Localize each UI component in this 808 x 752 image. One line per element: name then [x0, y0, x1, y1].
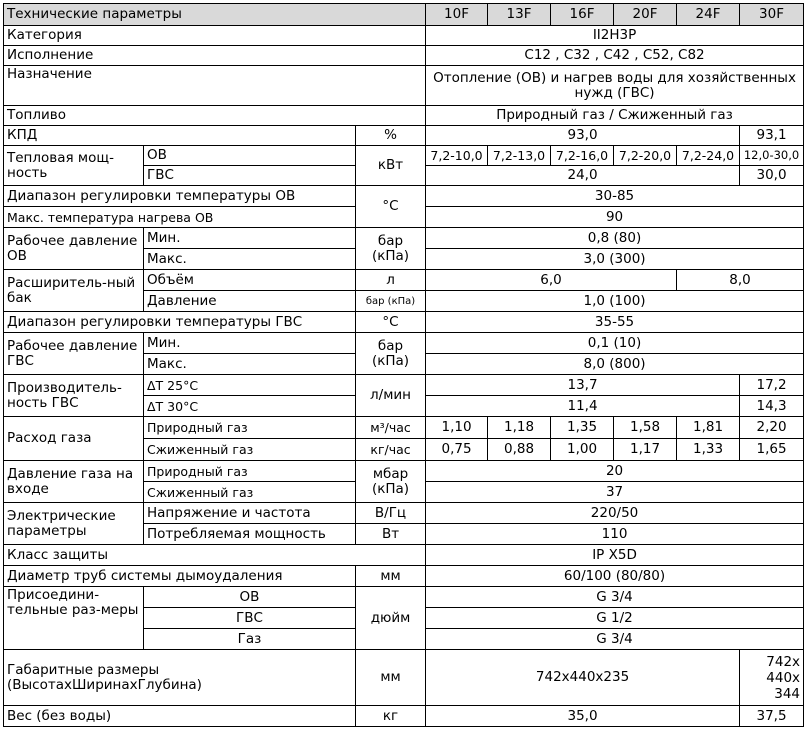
row-value: 8,0 (800)	[426, 354, 804, 375]
row-label: Рабочее давление ГВС	[4, 333, 144, 375]
row-sublabel: Напряжение и частота	[144, 503, 356, 524]
row-value: 7,2-20,0	[614, 146, 677, 166]
row-sublabel: ГВС	[144, 608, 356, 629]
row-value: 1,65	[740, 439, 804, 461]
row-value: 2,20	[740, 417, 804, 439]
row-label: Класс защиты	[4, 545, 426, 566]
row-unit: мбар (кПа)	[356, 461, 426, 503]
row-sublabel: ΔT 30°С	[144, 396, 356, 417]
row-value: 0,8 (80)	[426, 228, 804, 249]
row-value-30f: 93,1	[740, 126, 804, 146]
model-header: 16F	[551, 4, 614, 26]
table-row	[4, 503, 804, 524]
row-label: Производитель-ность ГВС	[4, 375, 144, 417]
table-row	[4, 126, 804, 146]
table-row	[4, 66, 804, 106]
row-unit: л	[356, 270, 426, 291]
row-unit: кВт	[356, 146, 426, 186]
row-value: 1,33	[677, 439, 740, 461]
table-row	[4, 312, 804, 333]
row-label: Расширитель-ный бак	[4, 270, 144, 312]
row-sublabel: Природный газ	[144, 461, 356, 482]
table-row	[4, 270, 804, 291]
row-unit: бар (кПа)	[356, 333, 426, 375]
row-label: Топливо	[4, 106, 426, 126]
table-row	[4, 417, 804, 439]
row-value: 30-85	[426, 186, 804, 207]
row-sublabel: Макс.	[144, 354, 356, 375]
row-value-30f: 17,2	[740, 375, 804, 396]
row-value: 60/100 (80/80)	[426, 566, 804, 587]
row-value-30f: 37,5	[740, 706, 804, 727]
row-label: КПД	[4, 126, 356, 146]
row-label: Габаритные размеры (ВысотахШиринахГлубина)	[4, 650, 356, 706]
row-unit: кг/час	[356, 439, 426, 461]
row-label: Расход газа	[4, 417, 144, 461]
row-sublabel: ОВ	[144, 146, 356, 166]
row-unit: кг	[356, 706, 426, 727]
specifications-table	[3, 3, 804, 727]
row-value: IP X5D	[426, 545, 804, 566]
table-row	[4, 146, 804, 166]
row-sublabel: ГВС	[144, 166, 356, 186]
row-value: 20	[426, 461, 804, 482]
row-value: 8,0	[677, 270, 804, 291]
row-value: C12 , C32 , C42 , C52, C82	[426, 46, 804, 66]
row-value: 7,2-24,0	[677, 146, 740, 166]
row-label: Назначение	[4, 66, 426, 106]
table-row	[4, 333, 804, 354]
row-label: Диаметр труб системы дымоудаления	[4, 566, 356, 587]
row-label: Рабочее давление ОВ	[4, 228, 144, 270]
row-sublabel: Сжиженный газ	[144, 482, 356, 503]
model-header: 20F	[614, 4, 677, 26]
row-value: 24,0	[426, 166, 740, 186]
table-row	[4, 706, 804, 727]
row-value: 37	[426, 482, 804, 503]
row-sublabel: Объём	[144, 270, 356, 291]
row-value: 110	[426, 524, 804, 545]
row-unit: мм	[356, 566, 426, 587]
row-unit: °С	[356, 186, 426, 228]
row-sublabel: Мин.	[144, 333, 356, 354]
row-value: 3,0 (300)	[426, 249, 804, 270]
row-sublabel: Сжиженный газ	[144, 439, 356, 461]
row-value: 0,88	[488, 439, 551, 461]
row-label: Тепловая мощ-ность	[4, 146, 144, 186]
header-title: Технические параметры	[4, 4, 426, 26]
row-value: 12,0-30,0	[740, 146, 804, 166]
row-value: 1,18	[488, 417, 551, 439]
row-unit: л/мин	[356, 375, 426, 417]
row-label: Давление газа на входе	[4, 461, 144, 503]
table-row	[4, 545, 804, 566]
header-row	[4, 4, 804, 26]
row-sublabel: Газ	[144, 629, 356, 650]
row-value: 1,17	[614, 439, 677, 461]
row-unit: Вт	[356, 524, 426, 545]
row-value: G 3/4	[426, 629, 804, 650]
row-value: 93,0	[426, 126, 740, 146]
row-value: 35,0	[426, 706, 740, 727]
model-header: 24F	[677, 4, 740, 26]
row-label: Исполнение	[4, 46, 426, 66]
row-sublabel: Природный газ	[144, 417, 356, 439]
row-value: 0,75	[426, 439, 488, 461]
row-value: 1,81	[677, 417, 740, 439]
row-unit: дюйм	[356, 587, 426, 650]
row-unit: °С	[356, 312, 426, 333]
table-row	[4, 106, 804, 126]
row-value: 1,58	[614, 417, 677, 439]
table-row	[4, 650, 804, 706]
row-value: 1,35	[551, 417, 614, 439]
table-row	[4, 375, 804, 396]
row-label: Диапазон регулировки температуры ОВ	[4, 186, 356, 207]
table-row	[4, 46, 804, 66]
row-sublabel: Макс.	[144, 249, 356, 270]
row-value: 13,7	[426, 375, 740, 396]
row-value: 1,10	[426, 417, 488, 439]
row-value: G 3/4	[426, 587, 804, 608]
row-unit: бар (кПа)	[356, 228, 426, 270]
row-sublabel: ОВ	[144, 587, 356, 608]
row-label: Присоедини-тельные раз-меры	[4, 587, 144, 650]
model-header: 10F	[426, 4, 488, 26]
table-row	[4, 587, 804, 608]
row-value: 1,0 (100)	[426, 291, 804, 312]
row-label: Макс. температура нагрева ОВ	[4, 207, 356, 228]
table-row	[4, 566, 804, 587]
row-unit: %	[356, 126, 426, 146]
row-value: Отопление (ОВ) и нагрев воды для хозяйственных нужд (ГВС)	[426, 66, 804, 106]
row-sublabel: Давление	[144, 291, 356, 312]
row-value: Природный газ / Сжиженный газ	[426, 106, 804, 126]
row-label: Электрические параметры	[4, 503, 144, 545]
table-row	[4, 461, 804, 482]
row-sublabel: Потребляемая мощность	[144, 524, 356, 545]
row-unit: мм	[356, 650, 426, 706]
row-value: G 1/2	[426, 608, 804, 629]
row-value: 742x440x235	[426, 650, 740, 706]
row-value-30f: 30,0	[740, 166, 804, 186]
row-value: II2H3P	[426, 26, 804, 46]
row-value: 90	[426, 207, 804, 228]
row-label: Диапазон регулировки температуры ГВС	[4, 312, 356, 333]
row-unit: бар (кПа)	[356, 291, 426, 312]
model-header: 30F	[740, 4, 804, 26]
row-value: 1,00	[551, 439, 614, 461]
row-value: 11,4	[426, 396, 740, 417]
row-sublabel: ΔT 25°С	[144, 375, 356, 396]
row-value: 6,0	[426, 270, 677, 291]
row-label: Вес (без воды)	[4, 706, 356, 727]
row-unit: м³/час	[356, 417, 426, 439]
row-unit: В/Гц	[356, 503, 426, 524]
row-value-30f: 742x 440x 344	[740, 650, 804, 706]
row-value: 0,1 (10)	[426, 333, 804, 354]
row-value-30f: 14,3	[740, 396, 804, 417]
row-value: 7,2-13,0	[488, 146, 551, 166]
row-sublabel: Мин.	[144, 228, 356, 249]
table-row	[4, 26, 804, 46]
row-value: 35-55	[426, 312, 804, 333]
row-value: 220/50	[426, 503, 804, 524]
row-value: 7,2-16,0	[551, 146, 614, 166]
table-row	[4, 186, 804, 207]
model-header: 13F	[488, 4, 551, 26]
table-row	[4, 228, 804, 249]
row-label: Категория	[4, 26, 426, 46]
row-value: 7,2-10,0	[426, 146, 488, 166]
